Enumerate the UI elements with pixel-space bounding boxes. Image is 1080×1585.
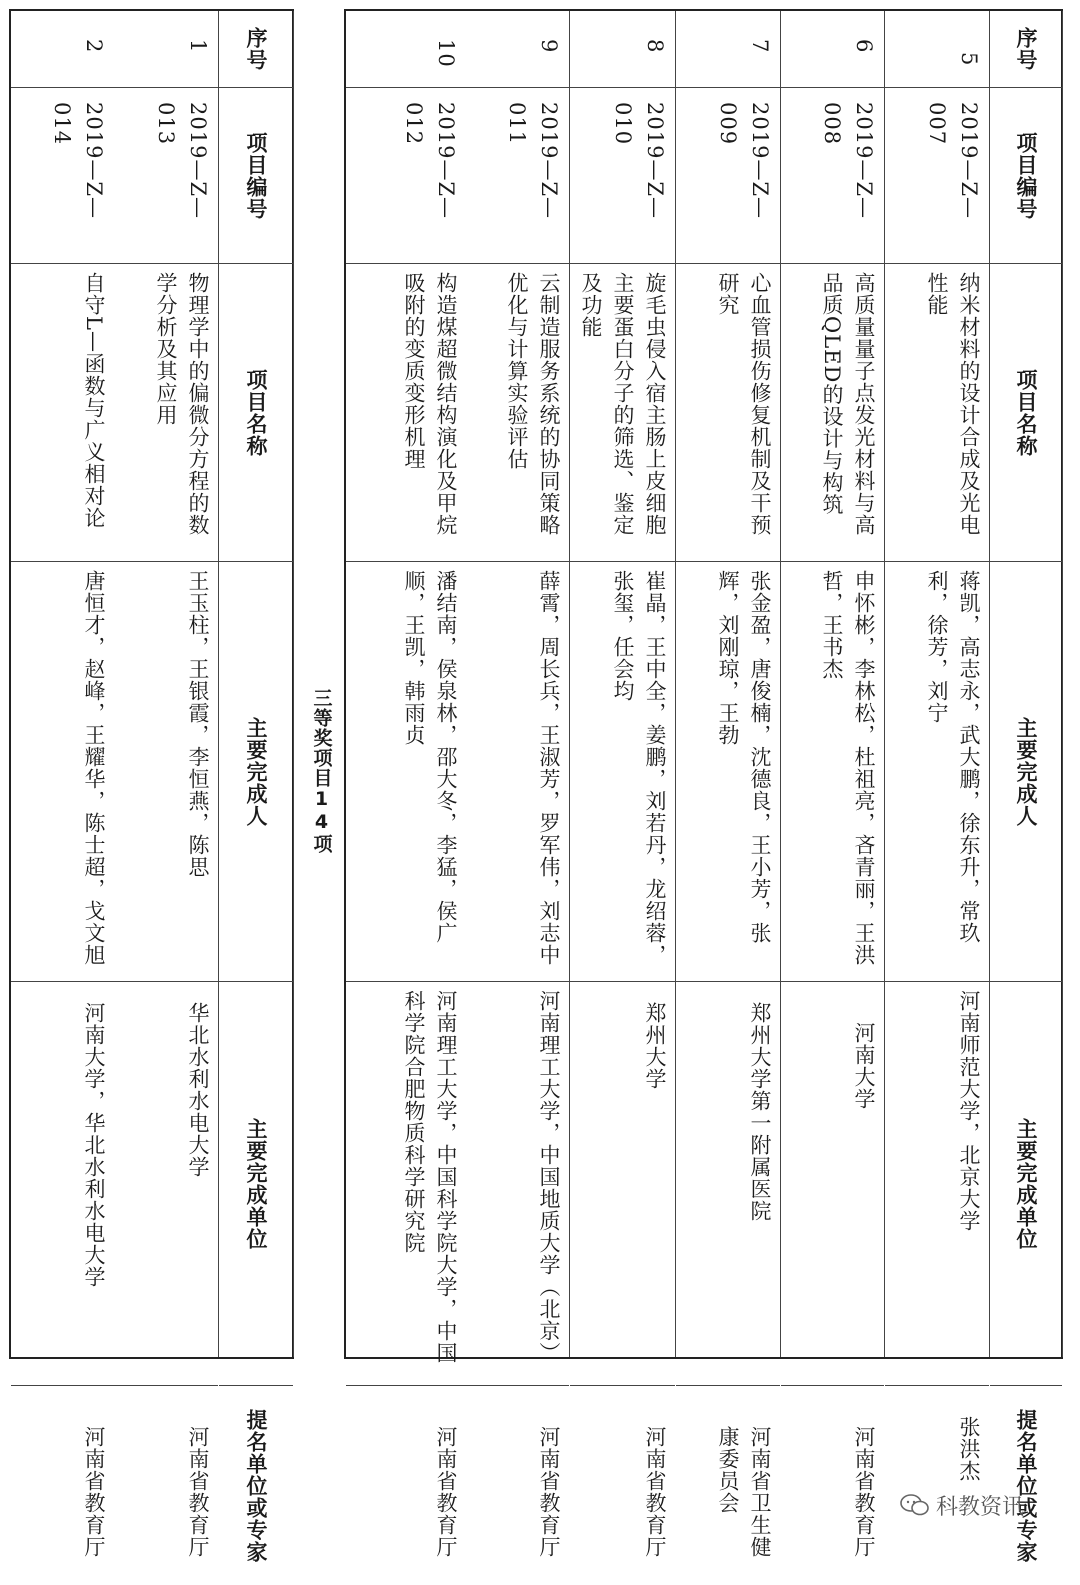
cell-nominator: 河南省教育厅 — [781, 1385, 884, 1585]
header-code: 项目编号 — [990, 87, 1062, 263]
cell-seq: 7 — [748, 39, 772, 54]
cell-code: 2019—Z—007 — [885, 87, 989, 263]
cell-people: 薛霄，周长兵，王淑芳，罗军伟，刘志中 — [466, 561, 569, 981]
cell-units: 河南大学，华北水利水电大学 — [11, 981, 114, 1385]
watermark-text: 科教资讯 — [936, 1494, 1025, 1520]
cell-people: 张金盈，唐俊楠，沈德良，王小芳，张辉，刘刚琼，王勃 — [676, 561, 780, 981]
section-title: 三等奖项目14项 — [310, 687, 333, 854]
cell-name: 云制造服务系统的协同策略优化与计算实验评估 — [466, 263, 569, 561]
third-prize-table — [9, 9, 294, 1563]
cell-seq: 6 — [852, 39, 876, 54]
cell-people: 王玉柱，王银霞，李恒燕，陈思 — [114, 561, 218, 981]
cell-name: 自守L—函数与广义相对论 — [11, 263, 114, 561]
cell-code: 2019—Z—011 — [466, 87, 569, 263]
cell-nominator: 河南省教育厅 — [346, 1385, 466, 1585]
table-row — [114, 11, 219, 1558]
cell-seq: 2 — [82, 39, 106, 54]
header-nominator: 提名单位或专家 — [990, 1385, 1062, 1585]
cell-seq: 10 — [434, 39, 458, 68]
cell-code: 2019—Z—010 — [570, 87, 675, 263]
header-code: 项目编号 — [219, 87, 293, 263]
cell-units: 河南理工大学，中国科学院大学，中国科学院合肥物质科学研究院 — [346, 981, 466, 1385]
cell-seq: 5 — [957, 51, 981, 67]
cell-nominator: 河南省教育厅 — [11, 1385, 114, 1585]
cell-code: 2019—Z—008 — [781, 87, 884, 263]
cell-code: 2019—Z—009 — [676, 87, 780, 263]
cell-name: 旋毛虫侵入宿主肠上皮细胞主要蛋白分子的筛选、鉴定及功能 — [570, 263, 675, 561]
cell-nominator: 河南省教育厅 — [466, 1385, 569, 1585]
table-header-row — [990, 11, 1063, 1563]
cell-people: 唐恒才，赵峰，王耀华，陈士超，戈文旭 — [11, 561, 114, 981]
header-seq: 序号 — [1014, 27, 1039, 71]
cell-people: 崔晶，王中全，姜鹏，刘若丹，龙绍蓉，张玺，任会均 — [570, 561, 675, 981]
cell-code: 2019—Z—013 — [114, 87, 218, 263]
cell-units: 郑州大学第一附属医院 — [676, 981, 780, 1385]
header-people: 主要完成人 — [219, 561, 293, 981]
cell-nominator: 河南省教育厅 — [114, 1385, 218, 1585]
table-row — [346, 11, 466, 1558]
cell-code: 2019—Z—014 — [11, 87, 114, 263]
cell-name: 构造煤超微结构演化及甲烷吸附的变质变形机理 — [346, 263, 466, 561]
header-name: 项目名称 — [219, 263, 293, 561]
cell-seq: 9 — [537, 39, 561, 54]
table-row — [11, 11, 114, 1558]
cell-name: 物理学中的偏微分方程的数学分析及其应用 — [114, 263, 218, 561]
cell-name: 高质量量子点发光材料与高品质QLED的设计与构筑 — [781, 263, 884, 561]
header-name: 项目名称 — [990, 263, 1062, 561]
table-row — [885, 11, 990, 1482]
watermark — [900, 1485, 1060, 1525]
header-seq: 序号 — [244, 27, 269, 71]
wechat-icon — [900, 1494, 930, 1516]
cell-units: 郑州大学 — [570, 981, 675, 1385]
header-units: 主要完成单位 — [990, 981, 1062, 1385]
header-units: 主要完成单位 — [219, 981, 293, 1385]
header-people: 主要完成人 — [990, 561, 1062, 981]
cell-units: 河南大学 — [781, 981, 884, 1385]
cell-nominator: 河南省教育厅 — [570, 1385, 675, 1585]
cell-people: 申怀彬，李林松，杜祖亮，吝青丽，王洪哲，王书杰 — [781, 561, 884, 981]
cell-units: 河南理工大学，中国地质大学（北京） — [466, 981, 569, 1385]
cell-units: 河南师范大学，北京大学 — [885, 981, 989, 1385]
table-row — [781, 11, 885, 1558]
cell-seq: 1 — [186, 39, 210, 54]
cell-name: 纳米材料的设计合成及光电性能 — [885, 263, 989, 561]
cell-nominator: 张洪杰 — [885, 1385, 989, 1585]
cell-nominator: 河南省卫生健康委员会 — [676, 1385, 780, 1585]
table-row — [466, 11, 570, 1558]
table-row — [570, 11, 676, 1558]
cell-code: 2019—Z—012 — [346, 87, 466, 263]
header-nominator: 提名单位或专家 — [219, 1385, 293, 1585]
cell-seq: 8 — [643, 39, 667, 54]
cell-people: 蒋凯，高志永，武大鹏，徐东升，常玖利，徐芳，刘宁 — [885, 561, 989, 981]
table-header-row — [219, 11, 294, 1563]
cell-name: 心血管损伤修复机制及干预研究 — [676, 263, 780, 561]
table-row — [676, 11, 781, 1558]
cell-units: 华北水利水电大学 — [114, 981, 218, 1385]
cell-people: 潘结南，侯泉林，邵大冬，李猛，侯广顺，王凯，韩雨贞 — [346, 561, 466, 981]
